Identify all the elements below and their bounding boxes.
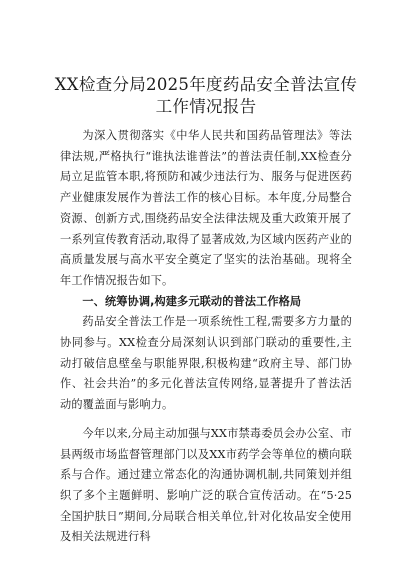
section-1-paragraph-1: 药品安全普法工作是一项系统性工程,需要多方力量的协同参与。XX检查分局深刻认识到部门联动的重要性,主动打破信息壁垒与职能界限,积极构建“政府主导、部门协作、社会共治”的多元化普法宣传网络,显著提升了普法活动的覆盖面与影响力。	[60, 315, 352, 412]
document-body	[60, 126, 352, 548]
section-1-heading: 一、统筹协调,构建多元联动的普法工作格局	[82, 294, 302, 308]
document-title: XX检查分局2025年度药品安全普法宣传工作情况报告	[54, 75, 358, 116]
section-1-paragraph-2: 今年以来,分局主动加强与XX市禁毒委员会办公室、市县两级市场监督管理部门以及XX市药学会等单位的横向联系与合作。通过建立常态化的沟通协调机制,共同策划并组织了多个主题鲜明、影响广泛的联合宣传活动。在“5·25全国护肤日”期间,分局联合相关单位,针对化妆品安全使用及相关法规进行科	[60, 426, 352, 544]
paragraph-gap	[60, 416, 352, 424]
intro-paragraph: 为深入贯彻落实《中华人民共和国药品管理法》等法律法规,严格执行“谁执法谁普法”的普法责任制,XX检查分局立足监管本职,将预防和减少违法行为、服务与促进医药产业健康发展作为普法工作的核心目标。本年度,分局整合资源、创新方式,围绕药品安全法律法规及重大政策开展了一系列宣传教育活动,取得了显著成效,为区域内医药产业的高质量发展与高水平安全奠定了坚实的法治基础。现将全年工作情况报告如下。	[60, 129, 352, 287]
